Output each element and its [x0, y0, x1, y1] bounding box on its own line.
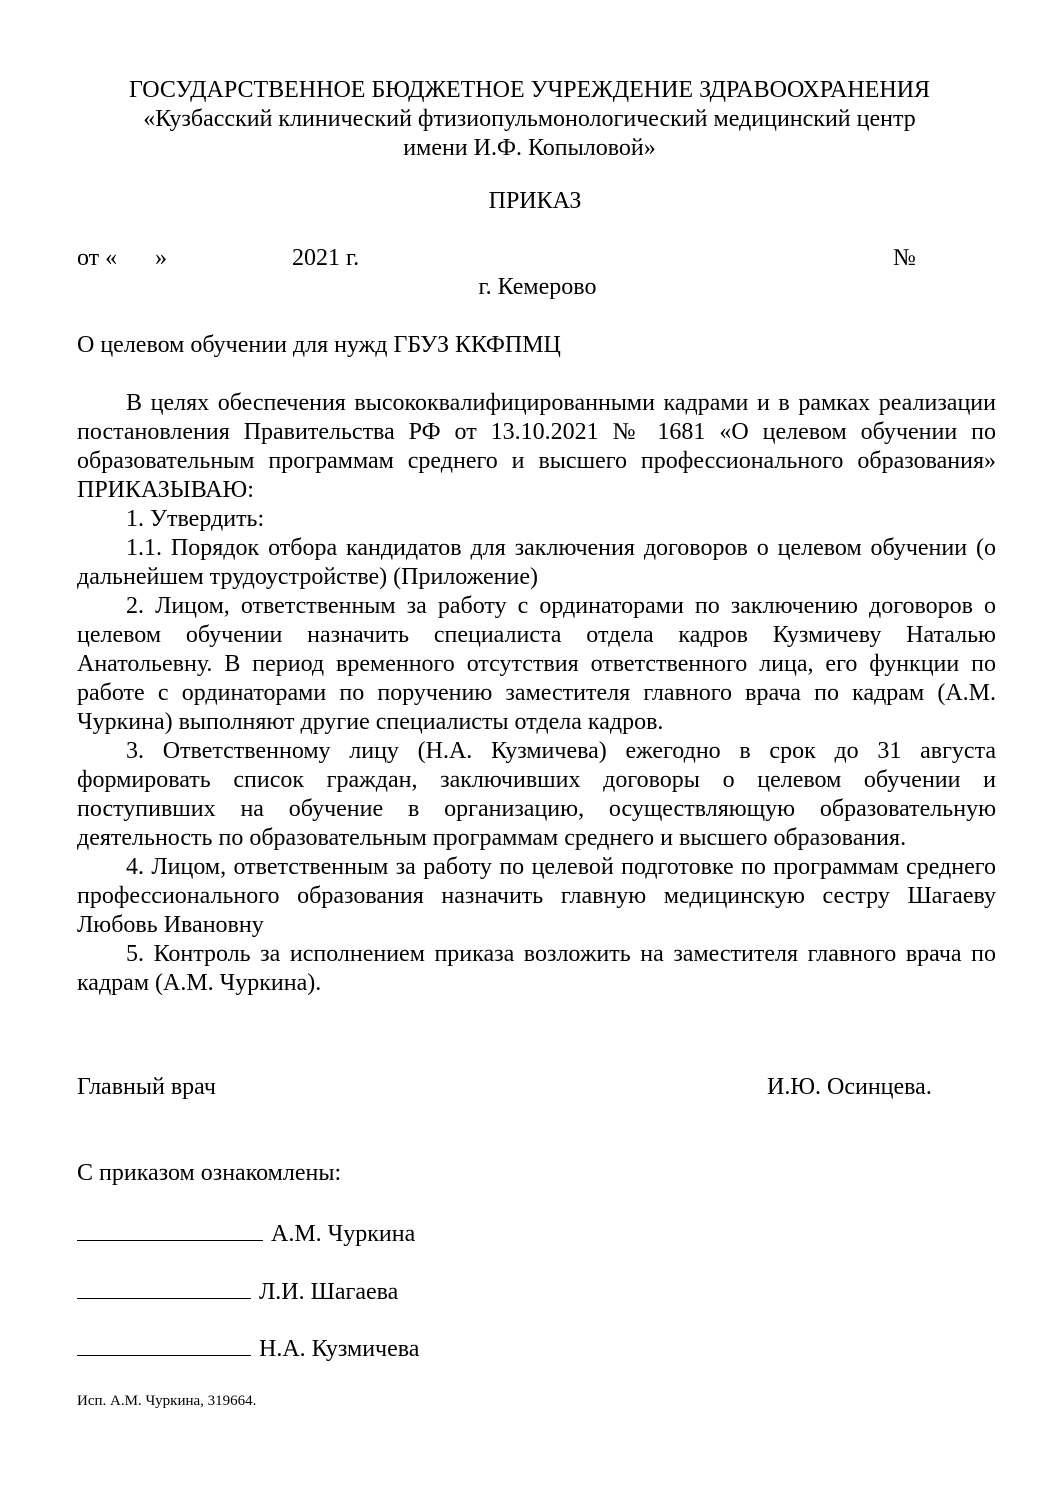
order-item-1-1: 1.1. Порядок отбора кандидатов для заключения договоров о целевом обучении (о дальнейшем трудоустройстве) (Приложение) [77, 535, 996, 590]
date-prefix: от « [77, 245, 118, 271]
org-name-line-2: «Кузбасский клинический фтизиопульмонологический медицинский центр [143, 106, 916, 132]
order-number-sign: № [893, 245, 916, 271]
acquainted-person: Л.И. Шагаева [259, 1279, 399, 1305]
signature-line [77, 1218, 263, 1241]
executor-note: Исп. А.М. Чуркина, 319664. [77, 1393, 257, 1409]
date-year: 2021 г. [292, 245, 360, 271]
signature-line [77, 1276, 251, 1299]
acquainted-title: С приказом ознакомлены: [77, 1160, 342, 1186]
order-item-4: 4. Лицом, ответственным за работу по целевой подготовке по программам среднего профессионального образования назначить главную медицинскую сестру Шагаеву Любовь Ивановну [77, 854, 996, 938]
acquainted-person: А.М. Чуркина [271, 1221, 416, 1247]
date-close-quote: » [155, 245, 167, 271]
organization-header [0, 76, 1059, 163]
acquainted-person: Н.А. Кузмичева [259, 1336, 420, 1362]
org-name-line-3: имени И.Ф. Копыловой» [403, 135, 656, 161]
city: г. Кемерово [478, 274, 597, 300]
signatory-role: Главный врач [77, 1074, 216, 1100]
document-title: ПРИКАЗ [488, 188, 582, 214]
acquainted-row [77, 1276, 398, 1306]
order-item-1: 1. Утвердить: [126, 506, 265, 532]
order-item-2: 2. Лицом, ответственным за работу с ординаторами по заключению договоров о целевом обучении назначить специалиста отдела кадров Кузмичеву Наталью Анатольевну. В период временного отсутствия ответственного лица, его функции по работе с ординаторами по поручению заместителя главного врача по кадрам (А.М. Чуркина) выполняют другие специалисты отдела кадров. [77, 593, 996, 735]
order-item-3: 3. Ответственному лицу (Н.А. Кузмичева) ежегодно в срок до 31 августа формировать список граждан, заключивших договоры о целевом обучении и поступивших на обучение в организацию, осуществляющую образовательную деятельность по образовательным программам среднего и высшего образования. [77, 738, 996, 851]
acquainted-row [77, 1218, 415, 1248]
order-subject: О целевом обучении для нужд ГБУЗ ККФПМЦ [77, 332, 561, 358]
order-item-5: 5. Контроль за исполнением приказа возложить на заместителя главного врача по кадрам (А.М. Чуркина). [77, 941, 996, 996]
preamble-paragraph: В целях обеспечения высококвалифицированными кадрами и в рамках реализации постановления Правительства РФ от 13.10.2021 № 1681 «О целевом обучении по образовательным программам среднего и высшего профессионального образования» ПРИКАЗЫВАЮ: [77, 390, 996, 503]
order-body [77, 389, 996, 998]
acquainted-row [77, 1333, 419, 1363]
signature-line [77, 1333, 251, 1356]
signatory-name: И.Ю. Осинцева. [767, 1074, 932, 1100]
org-name-line-1: ГОСУДАРСТВЕННОЕ БЮДЖЕТНОЕ УЧРЕЖДЕНИЕ ЗДРАВООХРАНЕНИЯ [128, 77, 931, 103]
